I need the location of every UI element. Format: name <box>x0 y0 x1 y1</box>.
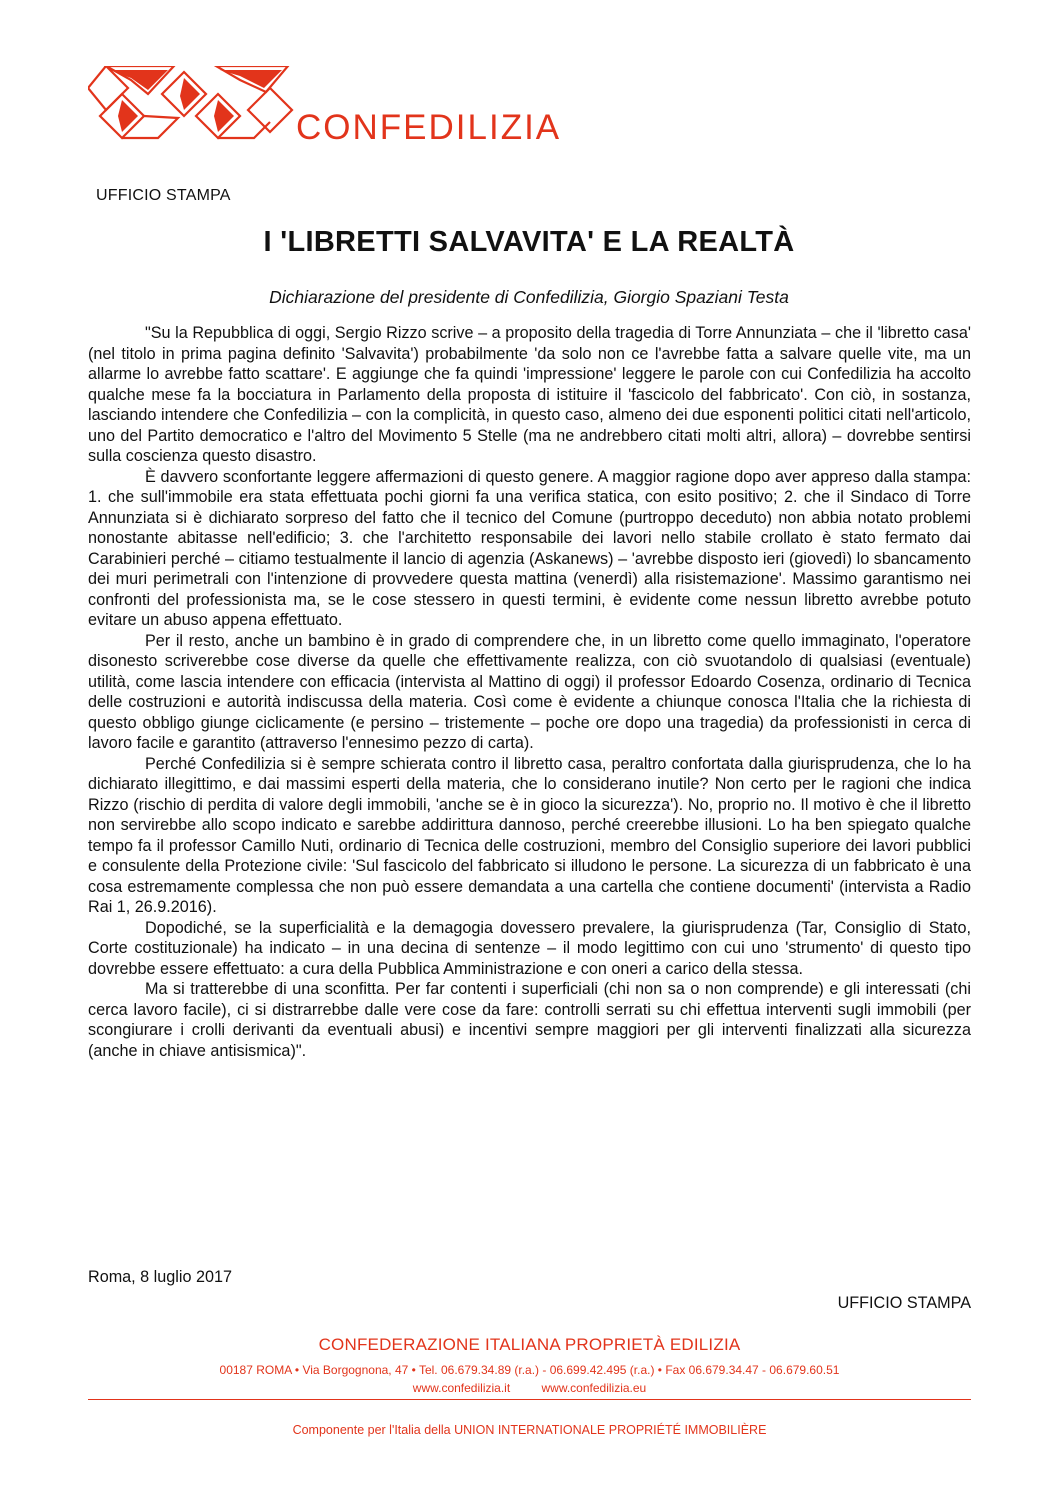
body-paragraph: Ma si tratterebbe di una sconfitta. Per far contenti i superficiali (chi non sa o non comprende) e gli interessati (chi cerca lavoro facile), ci si distrarrebbe dalle vere cose da fare: controlli serrati su chi effettua interventi sugli immobili (per scongiurare i crolli derivanti da eventuali abusi) e incentivi sempre maggiori per gli interventi finalizzati alla sicurezza (anche in chiave antisismica)". <box>88 980 971 1060</box>
document-body <box>88 323 971 1061</box>
footer-affiliation: Componente per l'Italia della UNION INTERNATIONALE PROPRIÉTÉ IMMOBILIÈRE <box>292 1423 767 1437</box>
place-date: Roma, 8 luglio 2017 <box>88 1268 232 1286</box>
website-link-eu[interactable]: www.confedilizia.eu <box>541 1381 647 1395</box>
footer-organization: CONFEDERAZIONE ITALIANA PROPRIETÀ EDILIZIA <box>318 1335 741 1354</box>
body-paragraph: È davvero sconfortante leggere affermazioni di questo genere. A maggior ragione dopo aver appreso dalla stampa: 1. che sull'immobile era stata effettuata pochi giorni fa una verifica statica, con esito positivo; 2. che il Sindaco di Torre Annunziata si è dichiarato sorpreso del fatto che il tecnico del Comune (purtroppo deceduto) non abbia notato problemi nonostante abitasse nell'edificio; 3. che l'architetto responsabile dei lavori nello stabile crollato è stato fermato dai Carabinieri perché – citiamo testualmente il lancio di agenzia (Askanews) – 'avrebbe disposto ieri (giovedì) lo sbancamento dei muri perimetrali con l'intenzione di provvedere questa mattina (venerdì) alla risistemazione'. Massimo garantismo nei confronti del professionista ma, se le cose stessero in questi termini, è evidente come nessun libretto avrebbe potuto evitare un abuso appena effettuato. <box>88 467 971 629</box>
signature: UFFICIO STAMPA <box>837 1294 971 1312</box>
document-subtitle: Dichiarazione del presidente di Confedilizia, Giorgio Spaziani Testa <box>269 287 789 307</box>
logo-wordmark: CONFEDILIZIA <box>296 108 562 147</box>
footer-contact: 00187 ROMA • Via Borgognona, 47 • Tel. 06.679.34.89 (r.a.) - 06.699.42.495 (r.a.) • Fax 06.679.34.47 - 06.679.60.51 <box>219 1363 840 1377</box>
body-paragraph: Perché Confedilizia si è sempre schierata contro il libretto casa, peraltro confortata dalla giurisprudenza, che lo ha dichiarato illegittimo, e dai massimi esperti della materia, che lo considerano inutile? Non certo per le ragioni che indica Rizzo (rischio di perdita di valore degli immobili, 'anche se è in gioco la sicurezza'). No, proprio no. Il motivo è che il libretto non servirebbe allo scopo indicato e sarebbe addirittura dannoso, perché creerebbe illusioni. Lo ha ben spiegato qualche tempo fa il professor Camillo Nuti, ordinario di Tecnica delle costruzioni, membro del Consiglio superiore dei lavori pubblici e consulente della Protezione civile: 'Sul fascicolo del fabbricato si illudono le persone. La sicurezza di un fabbricato è una cosa estremamente complessa che non può essere demandata a una cartella che contiene documenti' (intervista a Radio Rai 1, 26.9.2016). <box>88 754 971 916</box>
press-office-header: UFFICIO STAMPA <box>96 187 231 204</box>
footer-websites <box>88 1381 971 1395</box>
document-title: I 'LIBRETTI SALVAVITA' E LA REALTÀ <box>263 226 795 258</box>
body-paragraph: Per il resto, anche un bambino è in grado di comprendere che, in un libretto come quello immaginato, l'operatore disonesto scriverebbe cose diverse da quelle che effettivamente realizza, con ciò svuotandolo di qualsiasi (eventuale) utilità, come lascia intendere con efficacia (intervista al Mattino di oggi) il professor Edoardo Cosenza, ordinario di Tecnica delle costruzioni e autorità indiscussa della materia. Così come è evidente a chiunque conosca l'Italia che la richiesta di questo obbligo giunge ciclicamente (e persino – tristemente – poche ore dopo una tragedia) da professionisti in cerca di lavoro facile e garantito (attraverso l'ennesimo pezzo di carta). <box>88 631 971 752</box>
footer-divider <box>88 1399 971 1400</box>
website-link-it[interactable]: www.confedilizia.it <box>412 1381 511 1395</box>
body-paragraph: "Su la Repubblica di oggi, Sergio Rizzo scrive – a proposito della tragedia di Torre Annunziata – che il 'libretto casa' (nel titolo in prima pagina definito 'Salvavita') probabilmente 'da solo non ce l'avrebbe fatta a salvare quelle vite, ma un allarme lo avrebbe fatto scattare'. E aggiunge che fa quindi 'impressione' leggere le parole con cui Confedilizia ha accolto qualche mese fa la bocciatura in Parlamento della proposta di istituire il 'fascicolo del fabbricato'. Con ciò, in sostanza, lasciando intendere che Confedilizia – con la complicità, in questo caso, almeno dei due esponenti politici citati nell'articolo, uno del Partito democratico e l'altro del Movimento 5 Stelle (ma ne andrebbero citati molti altri, allora) – dovrebbe sentirsi sulla coscienza questo disastro. <box>88 324 971 465</box>
body-paragraph: Dopodiché, se la superficialità e la demagogia dovessero prevalere, la giurisprudenza (Tar, Consiglio di Stato, Corte costituzionale) ha indicato – in una decina di sentenze – il modo legittimo con cui uno 'strumento' di questo tipo dovrebbe essere effettuato: a cura della Pubblica Amministrazione e con oneri a carico della stessa. <box>88 918 971 978</box>
confedilizia-logo <box>88 66 562 150</box>
